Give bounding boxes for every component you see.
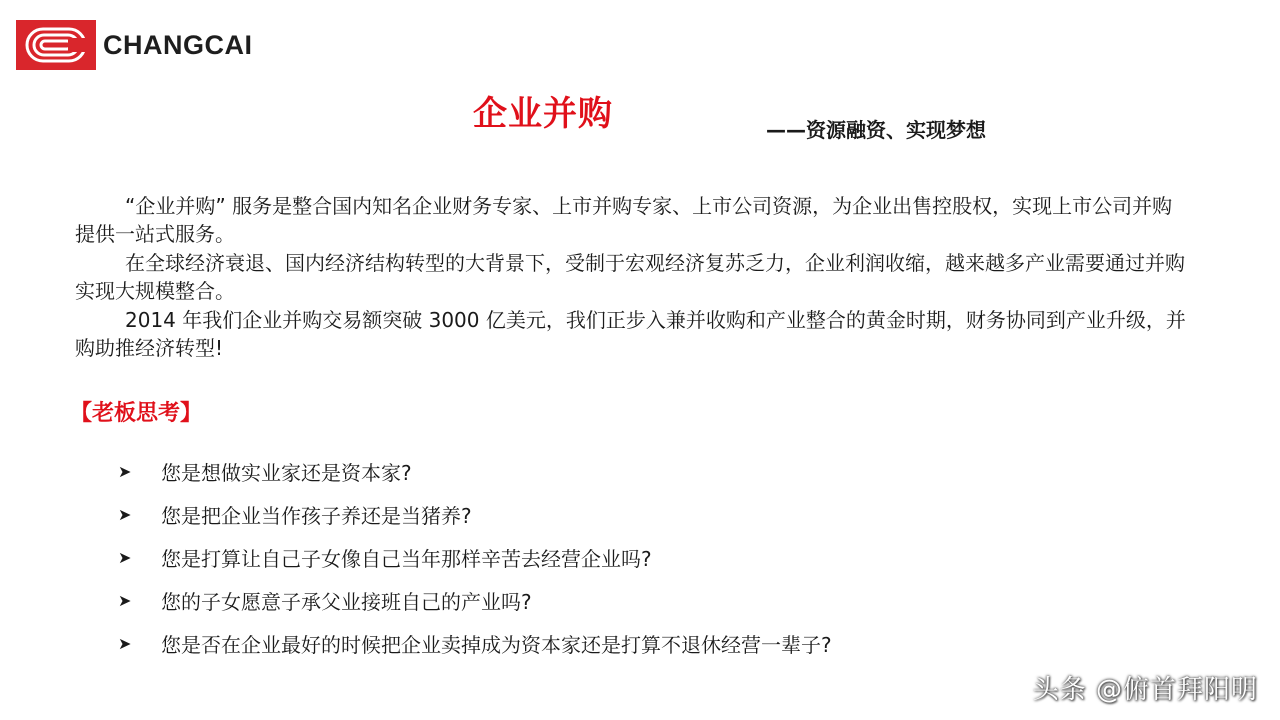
list-item	[118, 450, 832, 493]
arrow-bullet-icon: ➤	[118, 591, 132, 610]
section-heading: 【老板思考】	[70, 401, 203, 426]
logo-text: CHANGCAI	[103, 29, 253, 60]
company-logo	[16, 20, 253, 70]
list-item	[118, 622, 832, 665]
watermark: 头条 @俯首拜阳明	[1032, 675, 1258, 705]
page-title: 企业并购	[473, 94, 613, 134]
arrow-bullet-icon: ➤	[118, 634, 132, 653]
arrow-bullet-icon: ➤	[118, 505, 132, 524]
list-item	[118, 536, 832, 579]
intro-paragraph-3	[75, 306, 1190, 362]
page-subtitle: ——资源融资、实现梦想	[766, 118, 986, 142]
paragraph-text: 2014 年我们企业并购交易额突破 3000 亿美元，我们正步入兼并收购和产业整合的黄金时期，财务协同到产业升级，并购助推经济转型!	[75, 308, 1186, 360]
list-item-text: 您是打算让自己子女像自己当年那样辛苦去经营企业吗?	[161, 547, 652, 571]
list-item-text: 您的子女愿意子承父业接班自己的产业吗?	[161, 590, 532, 614]
changcai-logo-icon	[16, 20, 96, 70]
arrow-bullet-icon: ➤	[118, 548, 132, 567]
list-item-text: 您是想做实业家还是资本家?	[161, 461, 412, 485]
list-item-text: 您是否在企业最好的时候把企业卖掉成为资本家还是打算不退休经营一辈子?	[161, 633, 832, 657]
arrow-bullet-icon: ➤	[118, 462, 132, 481]
list-item	[118, 493, 832, 536]
list-item-text: 您是把企业当作孩子养还是当猪养?	[161, 504, 472, 528]
paragraph-text: 在全球经济衰退、国内经济结构转型的大背景下，受制于宏观经济复苏乏力，企业利润收缩，越来越多产业需要通过并购实现大规模整合。	[75, 251, 1185, 303]
paragraph-text: “企业并购” 服务是整合国内知名企业财务专家、上市并购专家、上市公司资源，为企业出售控股权，实现上市公司并购提供一站式服务。	[75, 194, 1173, 246]
intro-paragraph-2	[75, 249, 1190, 305]
boss-thinking-list	[118, 450, 832, 665]
list-item	[118, 579, 832, 622]
intro-paragraph-1	[75, 192, 1190, 248]
